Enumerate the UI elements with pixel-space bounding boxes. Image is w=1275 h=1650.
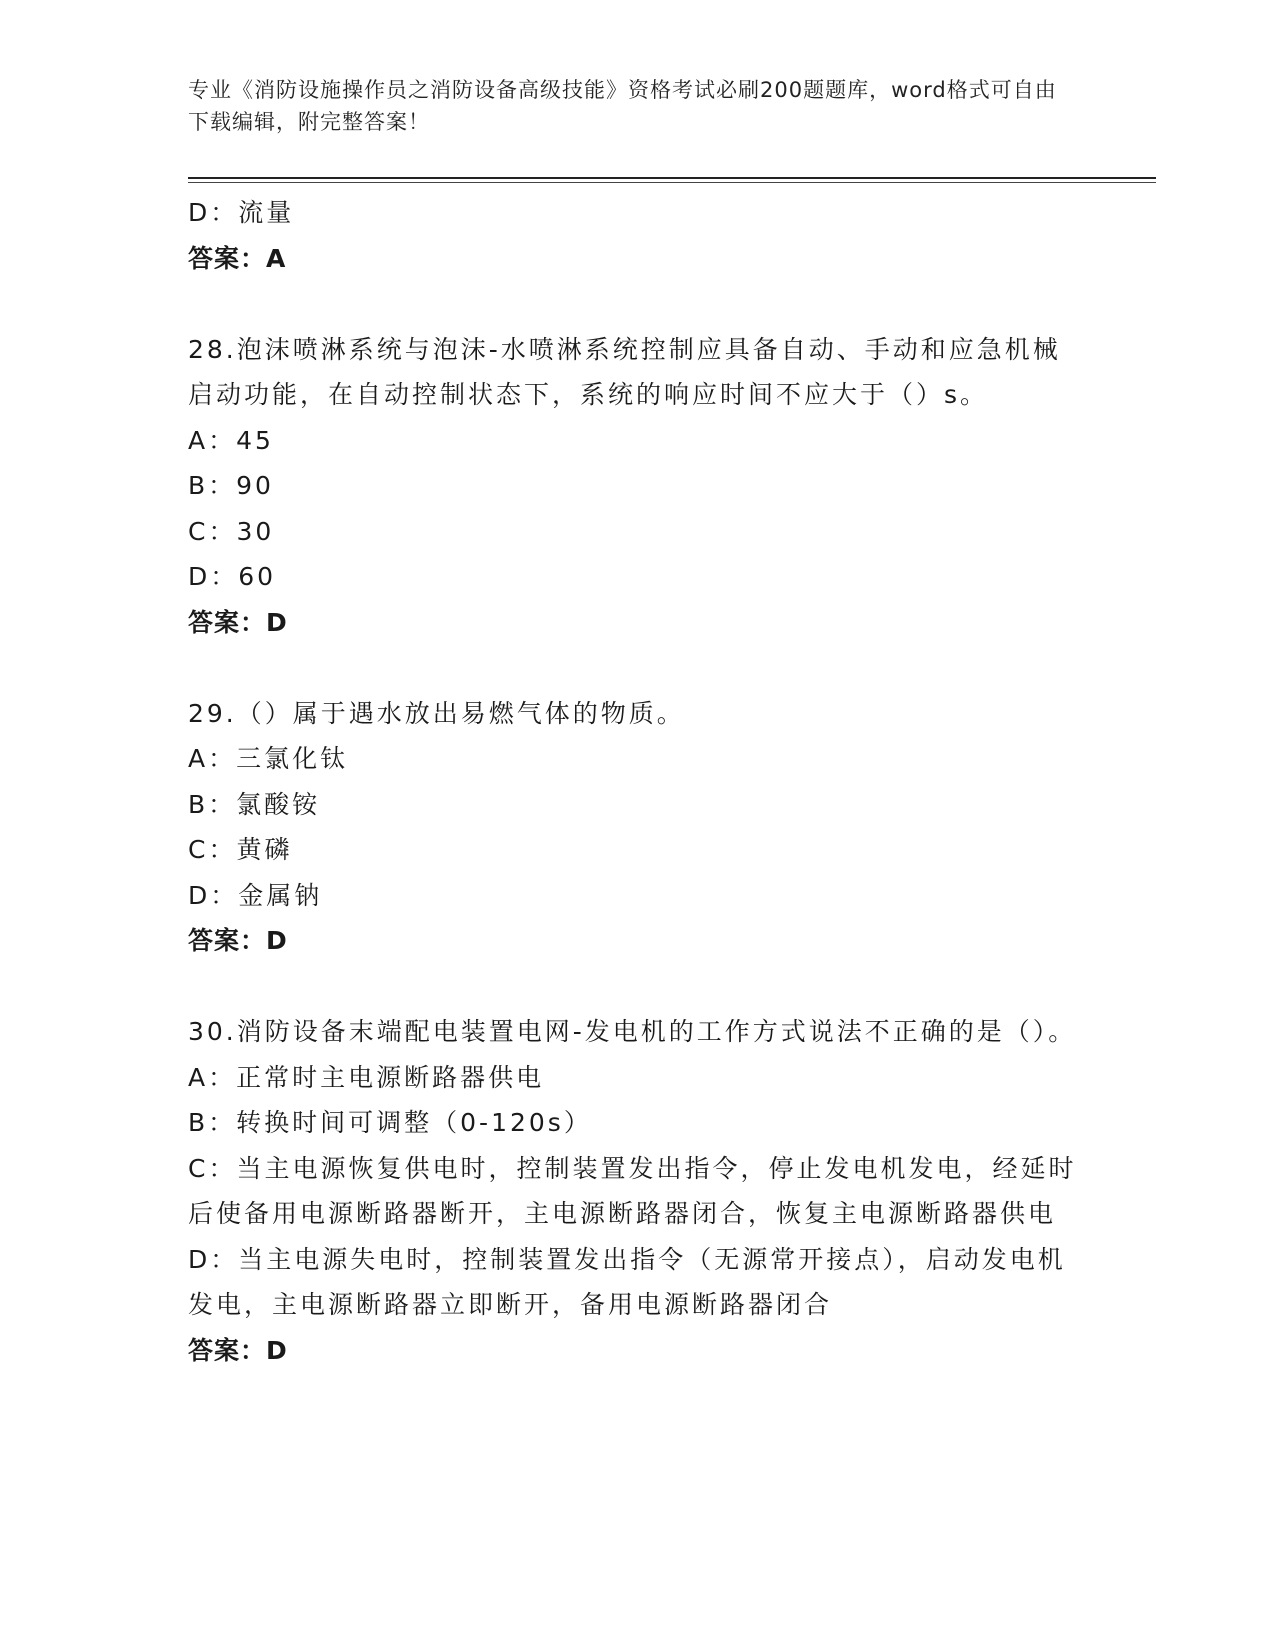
prev-option-d: D：流量 <box>188 198 295 227</box>
q30-option-b: B：转换时间可调整（0-120s） <box>188 1108 592 1137</box>
q28-option-c: C：30 <box>188 516 275 546</box>
q30-stem: 30.消防设备末端配电装置电网-发电机的工作方式说法不正确的是（）。 <box>188 1017 1077 1046</box>
q29-answer: 答案：D <box>188 926 288 955</box>
q29-option-c: C：黄磷 <box>188 835 293 864</box>
document-header: 专业《消防设施操作员之消防设备高级技能》资格考试必刷200题题库，word格式可自由下载编辑，附完整答案！ <box>188 78 1057 134</box>
spacer <box>188 645 1088 691</box>
q30-answer: 答案：D <box>188 1335 288 1365</box>
q29-option-d: D：金属钠 <box>188 880 323 910</box>
q29-option-a: A：三氯化钛 <box>188 744 349 773</box>
q28-stem: 28.泡沫喷淋系统与泡沫-水喷淋系统控制应具备自动、手动和应急机械启动功能，在自动控制状态下，系统的响应时间不应大于（）s。 <box>188 334 1061 409</box>
question-content <box>188 190 1088 1373</box>
spacer <box>188 964 1088 1010</box>
q30-option-a: A：正常时主电源断路器供电 <box>188 1062 545 1092</box>
q30-option-d: D：当主电源失电时，控制装置发出指令（无源常开接点），启动发电机发电，主电源断路器立即断开，备用电源断路器闭合 <box>188 1244 1066 1319</box>
q28-option-b: B：90 <box>188 471 274 500</box>
q29-stem: 29.（）属于遇水放出易燃气体的物质。 <box>188 698 685 728</box>
q28-option-d: D：60 <box>188 562 277 591</box>
q29-option-b: B：氯酸铵 <box>188 789 321 819</box>
header-divider-thin <box>188 182 1156 183</box>
header-divider-thick <box>188 177 1156 179</box>
q30-option-c: C：当主电源恢复供电时，控制装置发出指令，停止发电机发电，经延时后使备用电源断路器断开，主电源断路器闭合，恢复主电源断路器供电 <box>188 1153 1077 1228</box>
q28-option-a: A：45 <box>188 425 274 455</box>
prev-answer: 答案：A <box>188 243 287 273</box>
spacer <box>188 281 1088 327</box>
q28-answer: 答案：D <box>188 607 288 637</box>
